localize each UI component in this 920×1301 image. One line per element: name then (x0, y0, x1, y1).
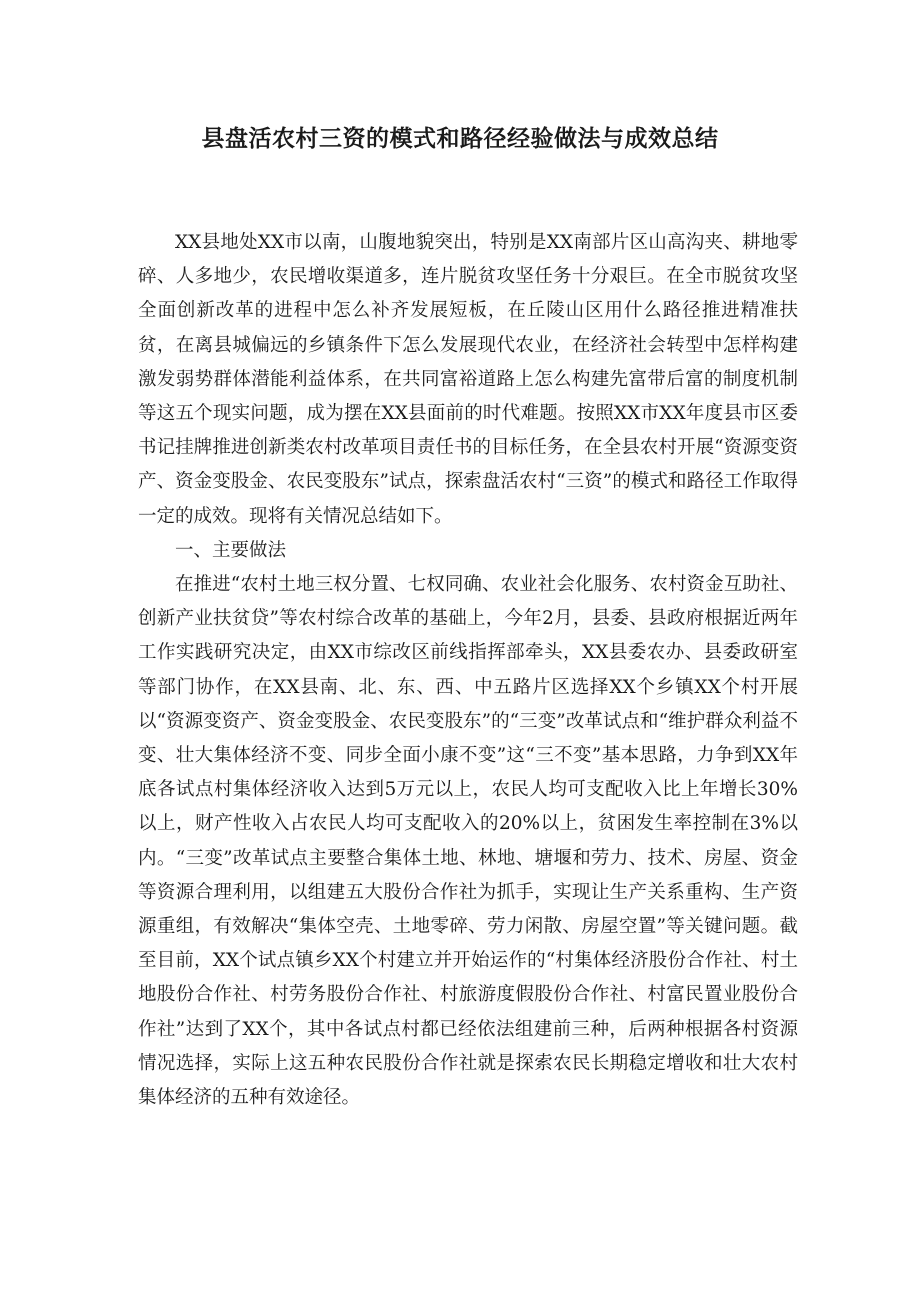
document-body (138, 226, 798, 1115)
section-heading: 一、主要做法 (175, 539, 287, 561)
intro-paragraph: XX县地处XX市以南，山腹地貌突出，特别是XX南部片区山高沟夹、耕地零碎、人多地少，农民增收渠道多，连片脱贫攻坚任务十分艰巨。在全市脱贫攻坚全面创新改革的进程中怎么补齐发展短板，在丘陵山区用什么路径推进精准扶贫，在离县城偏远的乡镇条件下怎么发展现代农业，在经济社会转型中怎样构建激发弱势群体潜能利益体系，在共同富裕道路上怎么构建先富带后富的制度机制等这五个现实问题，成为摆在XX县面前的时代难题。按照XX市XX年度县市区委书记挂牌推进创新类农村改革项目责任书的目标任务，在全县农村开展“资源变资产、资金变股金、农民变股东”试点，探索盘活农村“三资”的模式和路径工作取得一定的成效。现将有关情况总结如下。 (138, 232, 798, 527)
body-paragraph: 在推进“农村土地三权分置、七权同确、农业社会化服务、农村资金互助社、创新产业扶贫贷”等农村综合改革的基础上，今年2月，县委、县政府根据近两年工作实践研究决定，由XX市综改区前线指挥部牵头，XX县委农办、县委政研室等部门协作，在XX县南、北、东、西、中五路片区选择XX个乡镇XX个村开展以“资源变资产、资金变股金、农民变股东”的“三变”改革试点和“维护群众利益不变、壮大集体经济不变、同步全面小康不变”这“三不变”基本思路，力争到XX年底各试点村集体经济收入达到5万元以上，农民人均可支配收入比上年增长30%以上，财产性收入占农民人均可支配收入的20%以上，贫困发生率控制在3%以内。“三变”改革试点主要整合集体土地、林地、塘堰和劳力、技术、房屋、资金等资源合理利用，以组建五大股份合作社为抓手，实现让生产关系重构、生产资源重组，有效解决“集体空壳、土地零碎、劳力闲散、房屋空置”等关键问题。截至目前，XX个试点镇乡XX个村建立并开始运作的“村集体经济股份合作社、村土地股份合作社、村劳务股份合作社、村旅游度假股份合作社、村富民置业股份合作社”达到了XX个，其中各试点村都已经依法组建前三种，后两种根据各村资源情况选择，实际上这五种农民股份合作社就是探索农民长期稳定增收和壮大农村集体经济的五种有效途径。 (138, 574, 798, 1109)
document-title: 县盘活农村三资的模式和路径经验做法与成效总结 (201, 126, 719, 152)
